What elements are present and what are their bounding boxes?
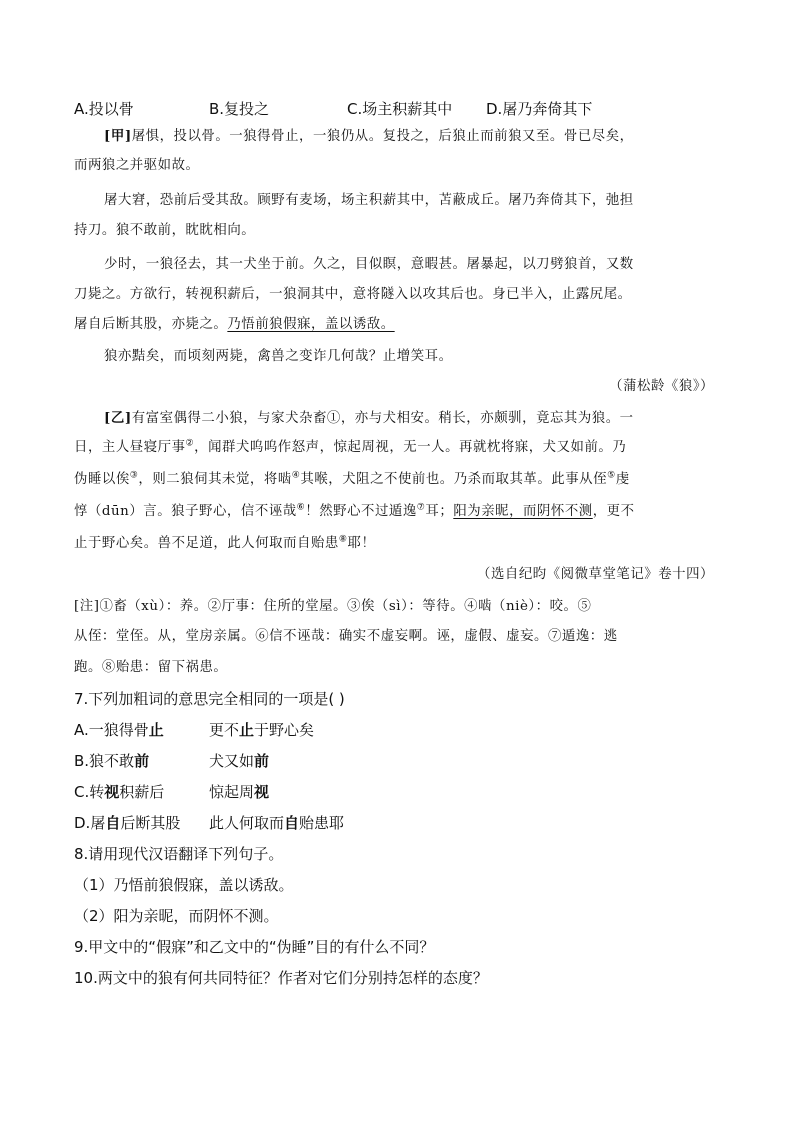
yi-note-mark-7: ⑦ [416, 502, 426, 513]
jia-para1-line2: 而两狼之并驱如故。 [74, 158, 200, 173]
q7-row-a-right: 更不止于野心矣 [209, 721, 315, 739]
yi-l3a: 伪睡以俟 [74, 472, 130, 487]
jia-tag: [甲] [104, 128, 132, 144]
q7-row-a-left: A.一狼得骨止 [74, 721, 164, 739]
q7-row-b-right: 犬又如前 [209, 752, 270, 770]
yi-l3d: 虔 [615, 472, 630, 487]
q7-row-d-right: 此人何取而自贻患耶 [209, 814, 345, 832]
yi-line3 [74, 471, 630, 489]
jia-underlined-sentence: 乃悟前狼假寐，盖以诱敌。 [227, 317, 395, 332]
q7-bold-word: 前 [254, 752, 270, 770]
q6-option-b: B.复投之 [209, 100, 270, 118]
yi-l4c: 耳； [425, 504, 454, 519]
yi-l1b: ，亦与犬相安。稍长，亦颇驯，竟忘其为狼。一 [340, 411, 634, 426]
notes-line3: 跑。⑧贻患：留下祸患。 [74, 660, 228, 675]
q7-row-d-left: D.屠自后断其股 [74, 814, 181, 832]
yi-l3b: ，则二狼伺其未觉，将啮 [138, 472, 292, 487]
yi-underlined-sentence: 阳为亲昵，而阴怀不测 [453, 504, 593, 519]
yi-line1 [104, 409, 634, 428]
q6-option-d: D.屠乃奔倚其下 [486, 100, 593, 118]
yi-l5b: 耶！ [347, 536, 376, 551]
yi-line5 [74, 535, 375, 553]
yi-l1a: 有富室偶得二小狼，与家犬杂畜 [131, 411, 327, 426]
q8-stem: 8.请用现代汉语翻译下列句子。 [74, 845, 284, 863]
yi-l4e: ，更不 [592, 504, 635, 519]
q7-bold-word: 止 [148, 721, 164, 739]
yi-note-mark-8: ⑧ [338, 534, 348, 545]
q7-row-c-right: 惊起周视 [209, 783, 270, 801]
yi-l4b: ！然野心不过遁逸 [305, 504, 417, 519]
yi-note-mark-6: ⑥ [296, 502, 306, 513]
q7-bold-word: 视 [254, 783, 270, 801]
yi-note-mark-3: ③ [129, 470, 139, 481]
q7-bold-word: 视 [104, 783, 120, 801]
q8-sentence-2: （2）阳为亲昵，而阴怀不测。 [74, 907, 279, 925]
jia-para4: 狼亦黠矣，而顷刻两毙，禽兽之变诈几何哉？止增笑耳。 [104, 349, 453, 364]
notes-line2: 从侄：堂侄。从，堂房亲属。⑥信不诬哉：确实不虚妄啊。诬，虚假、虚妄。⑦遁逸：逃 [74, 629, 618, 644]
q6-option-a: A.投以骨 [74, 100, 134, 118]
q7-bold-word: 自 [105, 814, 121, 832]
q9-stem: 9.甲文中的“假寐”和乙文中的“伪睡”目的有什么不同？ [74, 938, 435, 956]
jia-para3-line2: 刀毙之。方欲行，转视积薪后，一狼洞其中，意将隧入以攻其后也。身已半入，止露尻尾。 [74, 287, 632, 302]
jia-para3-line3 [74, 316, 395, 334]
yi-l4a: 惇（dūn）言。狼子野心，信不诬哉 [74, 504, 297, 519]
yi-l3c: 其喉，犬阻之不使前也。乃杀而取其革。此事从侄 [300, 472, 608, 487]
yi-note-mark-5: ⑤ [607, 470, 616, 481]
yi-line4 [74, 503, 635, 521]
q10-stem: 10.两文中的狼有何共同特征？作者对它们分别持怎样的态度？ [74, 969, 488, 987]
jia-p3c-plain: 屠自后断其股，亦毙之。 [74, 317, 228, 332]
yi-note-mark-2: ② [185, 438, 195, 449]
yi-note-mark-1: ① [326, 411, 341, 426]
q7-bold-word: 前 [134, 752, 150, 770]
jia-para2-line1: 屠大窘，恐前后受其敌。顾野有麦场，场主积薪其中，苫蔽成丘。屠乃奔倚其下，弛担 [104, 193, 634, 208]
q7-stem: 7.下列加粗词的意思完全相同的一项是( ) [74, 690, 345, 708]
q8-sentence-1: （1）乃悟前狼假寐，盖以诱敌。 [74, 876, 294, 894]
yi-l2a: 日，主人昼寝厅事 [74, 440, 186, 455]
yi-source: （选自纪昀《阅微草堂笔记》卷十四） [477, 567, 714, 582]
jia-p1a: 屠惧，投以骨。一狼得骨止，一狼仍从。复投之，后狼止而前狼又至。骨已尽矣， [131, 129, 634, 144]
jia-source: （蒲松龄《狼》） [609, 379, 714, 394]
jia-para2-line2: 持刀。狼不敢前，眈眈相向。 [74, 223, 256, 238]
yi-tag: [乙] [104, 410, 132, 426]
yi-line2 [74, 439, 626, 457]
q6-option-c: C.场主积薪其中 [347, 100, 453, 118]
q7-row-c-left: C.转视积薪后 [74, 783, 165, 801]
yi-l5: 止于野心矣。兽不足道，此人何取而自贻患 [74, 536, 339, 551]
yi-l2b: ，闻群犬呜呜作怒声，惊起周视，无一人。再就枕将寐，犬又如前。乃 [194, 440, 627, 455]
notes-line1: [注]①畜（xù）：养。②厅事：住所的堂屋。③俟（sì）：等待。④啮（niè）：咬。⑤ [74, 599, 592, 614]
jia-para1-line1 [104, 127, 634, 146]
jia-para3-line1: 少时，一狼径去，其一犬坐于前。久之，目似瞑，意暇甚。屠暴起，以刀劈狼首，又数 [104, 257, 634, 272]
q7-bold-word: 止 [239, 721, 255, 739]
q7-row-b-left: B.狼不敢前 [74, 752, 150, 770]
yi-note-mark-4: ④ [291, 470, 301, 481]
q7-bold-word: 自 [284, 814, 300, 832]
